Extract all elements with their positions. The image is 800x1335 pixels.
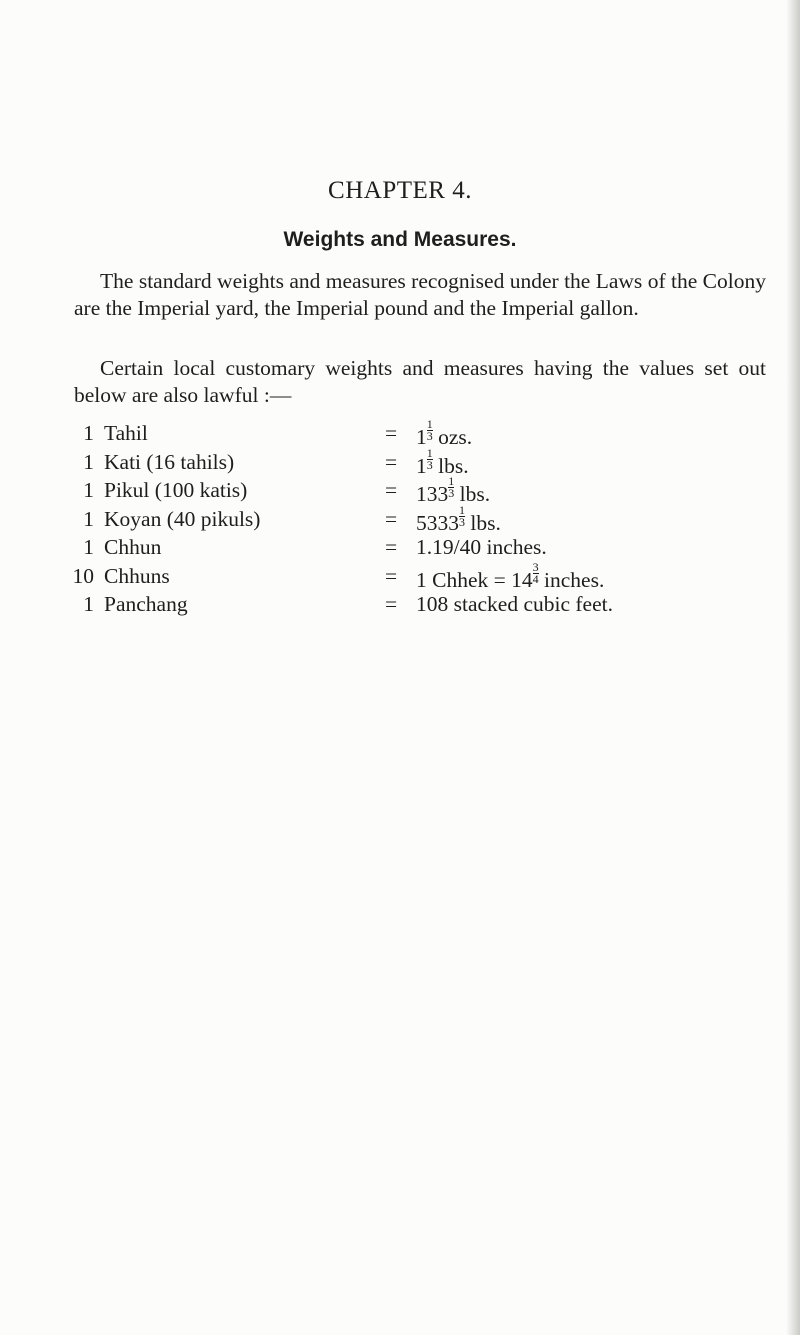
table-row — [0, 533, 800, 562]
fraction-numerator: 1 — [448, 474, 455, 488]
row-quantity: 1 — [83, 478, 94, 502]
row-unit: Pikul (100 katis) — [104, 478, 248, 502]
fraction-denominator: 3 — [448, 486, 455, 500]
value-main: 133 — [416, 482, 449, 506]
value-main: 5333 — [416, 510, 459, 535]
fraction-numerator: 1 — [426, 445, 433, 460]
row-quantity: 1 — [83, 535, 94, 559]
fraction-denominator: 4 — [532, 571, 539, 586]
row-equals-sign: = — [385, 592, 398, 616]
row-equals-sign: = — [385, 506, 398, 531]
row-unit: Panchang — [104, 592, 188, 616]
value-unit: lbs. — [432, 453, 469, 478]
table-row — [0, 476, 800, 505]
row-equals-sign: = — [385, 563, 398, 588]
value-unit: lbs. — [454, 482, 491, 506]
fraction-numerator: 1 — [426, 417, 433, 431]
value-unit: ozs. — [432, 425, 473, 449]
row-unit: Chhuns — [104, 563, 170, 588]
row-quantity: 1 — [83, 592, 94, 616]
row-unit: Chhun — [104, 535, 162, 559]
row-equals-sign: = — [385, 535, 398, 559]
table-row — [0, 502, 800, 535]
paragraph-standard-measures: The standard weights and measures recognised under the Laws of the Colony are the Imperial yard, the Imperial pound and the Imperial gallon. — [74, 269, 766, 320]
value-main: 1 — [416, 453, 427, 478]
chapter-title: CHAPTER 4. — [328, 177, 472, 204]
value-main: 1.19/40 inches. — [416, 535, 547, 559]
value-main: 1 — [416, 425, 427, 449]
row-unit: Kati (16 tahils) — [104, 449, 235, 474]
row-unit: Koyan (40 pikuls) — [104, 506, 261, 531]
row-equals-sign: = — [385, 478, 398, 502]
row-quantity: 1 — [83, 449, 94, 474]
row-quantity: 1 — [83, 506, 94, 531]
table-row — [0, 590, 800, 619]
value-unit: lbs. — [465, 510, 501, 535]
section-heading: Weights and Measures. — [283, 228, 517, 251]
value-unit: inches. — [538, 567, 605, 592]
fraction-numerator: 3 — [532, 559, 539, 574]
table-row — [0, 559, 800, 592]
row-value — [416, 533, 547, 562]
row-quantity: 10 — [72, 563, 94, 588]
row-quantity: 1 — [83, 421, 94, 445]
row-equals-sign: = — [385, 449, 398, 474]
table-row — [0, 419, 800, 448]
row-equals-sign: = — [385, 421, 398, 445]
fraction-denominator: 3 — [426, 429, 433, 443]
row-unit: Tahil — [104, 421, 148, 445]
value-main: 1 Chhek = 14 — [416, 567, 533, 592]
value-main: 108 stacked cubic feet. — [416, 592, 613, 616]
paragraph-local-measures: Certain local customary weights and measures having the values set out below are also lawful :— — [74, 356, 766, 407]
fraction-denominator: 3 — [426, 457, 433, 472]
fraction-numerator: 1 — [459, 502, 465, 517]
row-value — [416, 590, 613, 619]
fraction-denominator: 3 — [459, 514, 465, 529]
table-row — [0, 445, 800, 478]
